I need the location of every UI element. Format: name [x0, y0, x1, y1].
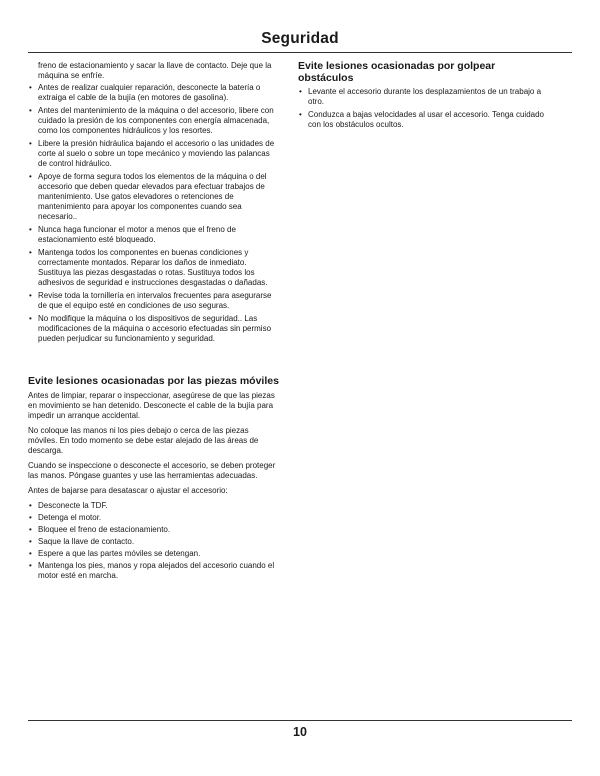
list-item: • Nunca haga funcionar el motor a menos que el freno de estacionamiento esté bloqueado. [28, 225, 280, 245]
obstacles-heading: Evite lesiones ocasionadas por golpear obstáculos [298, 60, 496, 84]
paragraph: No coloque las manos ni los pies debajo o cerca de las piezas móviles. En todo momento se debe estar alejado de las áreas de descarga. [28, 425, 259, 455]
list-item: • No modifique la máquina o los dispositivos de seguridad.. Las modificaciones de la máquina o accesorio efectuadas sin permiso pueden perjudicar su funcionamiento y seguridad. [28, 314, 280, 344]
list-item: • Detenga el motor. [28, 513, 280, 523]
moving-parts-heading: Evite lesiones ocasionadas por las piezas móviles [28, 375, 279, 387]
right-column [298, 61, 548, 133]
page-number: 10 [293, 725, 307, 739]
maintenance-safety-list [28, 83, 280, 344]
list-item: • Apoye de forma segura todos los elementos de la máquina o del accesorio que deben quedar elevados para efectuar trabajos de mantenimiento. Use gatos elevadores o retenciones de mantenimiento para apoyar los componentes cuando sea necesario.. [28, 172, 280, 222]
footer-divider [28, 720, 572, 721]
list-item: • Antes del mantenimiento de la máquina o del accesorio, libere con cuidado la presión de los componentes con energía almacenada, como los componentes hidráulicos y los resortes. [28, 106, 280, 136]
paragraph: Antes de limpiar, reparar o inspeccionar, asegúrese de que las piezas en movimiento se han detenido. Desconecte el cable de la bujía para impedir un arranque accidental. [28, 390, 275, 420]
list-item: • Revise toda la tornillería en intervalos frecuentes para asegurarse de que el equipo esté en condiciones de uso seguras. [28, 291, 280, 311]
list-item: • Espere a que las partes móviles se detengan. [28, 549, 280, 559]
list-item: • Mantenga los pies, manos y ropa alejados del accesorio cuando el motor esté en marcha. [28, 561, 280, 581]
page-title: Seguridad [261, 30, 339, 47]
continued-text: freno de estacionamiento y sacar la llave de contacto. Deje que la máquina se enfríe. [38, 61, 272, 80]
moving-parts-list [28, 501, 280, 581]
list-item: • Libere la presión hidráulica bajando el accesorio o las unidades de corte al suelo o sobre un tope mecánico y moviendo las palancas de control hidráulico. [28, 139, 280, 169]
header-divider [28, 52, 572, 53]
list-item: • Levante el accesorio durante los desplazamientos de un trabajo a otro. [298, 87, 548, 107]
list-item: • Antes de realizar cualquier reparación, desconecte la batería o extraiga el cable de la bujía (en motores de gasolina). [28, 83, 280, 103]
moving-parts-section [28, 376, 280, 581]
list-item: • Mantenga todos los componentes en buenas condiciones y correctamente montados. Reparar los daños de inmediato. Sustituya las piezas desgastadas o rotas. Sustituya todos los adhesivos de seguridad e instrucciones desgastadas o dañadas. [28, 248, 280, 288]
list-item: • Conduzca a bajas velocidades al usar el accesorio. Tenga cuidado con los obstáculos ocultos. [298, 110, 548, 130]
paragraph: Antes de bajarse para desatascar o ajustar el accesorio: [28, 485, 228, 495]
obstacles-list [298, 87, 548, 130]
list-item: • Desconecte la TDF. [28, 501, 280, 511]
paragraph: Cuando se inspeccione o desconecte el accesorio, se deben proteger las manos. Póngase guantes y use las herramientas adecuadas. [28, 460, 276, 480]
left-column [28, 61, 280, 583]
list-item: • Bloquee el freno de estacionamiento. [28, 525, 280, 535]
list-item: • Saque la llave de contacto. [28, 537, 280, 547]
